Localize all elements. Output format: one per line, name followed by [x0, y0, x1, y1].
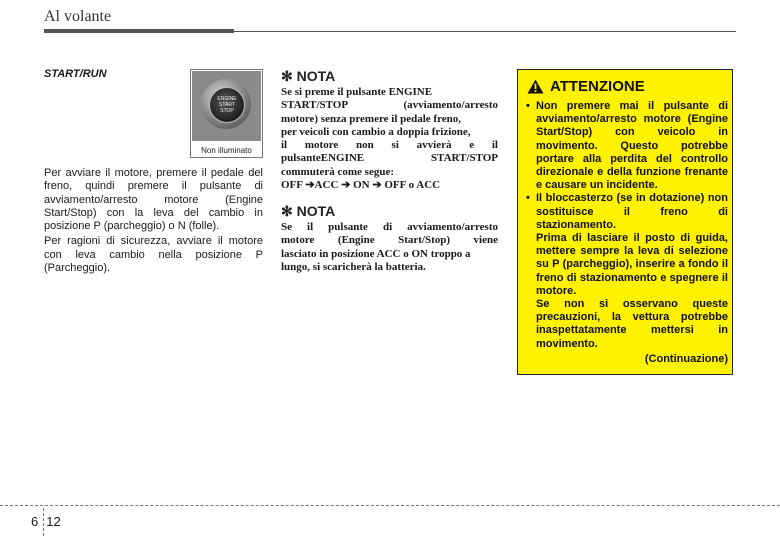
header-title: Al volante: [44, 8, 112, 25]
nota-heading: ✻ NOTA: [281, 68, 336, 84]
photo-caption: Non illuminato: [201, 146, 252, 155]
warning-bullet: • Non premere mai il pulsante di avviamento/arresto motore (Engine Start/Stop) con veicolo in movimento. Questo potrebbe portare alla perdita del controllo direzionale e della funzione frenante e causare un incidente.: [526, 100, 728, 192]
page-index: 12: [46, 514, 61, 529]
nota-line: OFF ➔ACC ➔ ON ➔ OFF o ACC: [281, 179, 441, 192]
nota-line: START/STOP (avviamento/arresto: [281, 99, 498, 112]
warning-title: ATTENZIONE: [550, 78, 645, 95]
paragraph: Per ragioni di sicurezza, avviare il motore con leva cambio nella posizione P (Parcheggio).: [44, 235, 263, 275]
button-text-line: START: [219, 102, 235, 108]
nota-line: commuterà come segue:: [281, 165, 395, 178]
page-number: [31, 514, 61, 529]
button-text-line: STOP: [220, 108, 234, 114]
start-run-text: [44, 167, 263, 277]
engine-start-button-icon: [201, 79, 251, 129]
start-button-photo: [190, 69, 263, 158]
warning-box: [517, 69, 733, 375]
footer-rule: [0, 505, 780, 506]
warning-paragraph: Prima di lasciare il posto di guida, mettere sempre la leva di selezione su P (parcheggio), inserire a fondo il freno di stazionamento e spegnere il motore.: [536, 232, 728, 297]
warning-paragraph: Se non si osservano queste precauzioni, la vettura potrebbe inaspettatamente mettersi in movimento.: [536, 298, 728, 350]
section-title: START/RUN: [44, 68, 107, 80]
paragraph: Per avviare il motore, premere il pedale del freno, quindi premere il pulsante di avviamento/arresto motore (Engine Start/Stop) con la leva del cambio in posizione P (parcheggio) o N (folle).: [44, 167, 263, 233]
nota-line: motore (Engine Start/Stop) viene: [281, 234, 498, 247]
button-face: [209, 87, 245, 123]
warning-bullet: • Il bloccasterzo (se in dotazione) non sostituisce il freno di stazionamento.: [526, 192, 728, 232]
button-text-line: ENGINE: [217, 96, 237, 102]
chapter-number: 6: [31, 514, 39, 529]
header-rule-thin: [234, 31, 736, 32]
nota-text: [281, 86, 498, 192]
header-rule-thick: [44, 29, 234, 33]
warning-triangle-icon: [527, 79, 544, 94]
photo-image: [192, 71, 261, 141]
nota-line: lungo, si scaricherà la batteria.: [281, 260, 426, 273]
nota-line: motore) senza premere il pedale freno,: [281, 112, 462, 125]
warning-body: [526, 100, 728, 366]
nota-line: Se il pulsante di avviamento/arresto: [281, 221, 498, 233]
warning-heading: [527, 78, 645, 95]
continuation-note: (Continuazione): [644, 352, 728, 365]
nota-heading: ✻ NOTA: [281, 203, 336, 219]
nota-line: pulsanteENGINE START/STOP: [281, 152, 498, 165]
nota-line: per veicoli con cambio a doppia frizione,: [281, 125, 471, 138]
nota-line: Se si preme il pulsante ENGINE: [281, 86, 433, 98]
nota-text: [281, 221, 498, 274]
nota-line: lasciato in posizione ACC o ON troppo a: [281, 247, 471, 260]
nota-line: il motore non si avvierà e il: [281, 139, 498, 152]
